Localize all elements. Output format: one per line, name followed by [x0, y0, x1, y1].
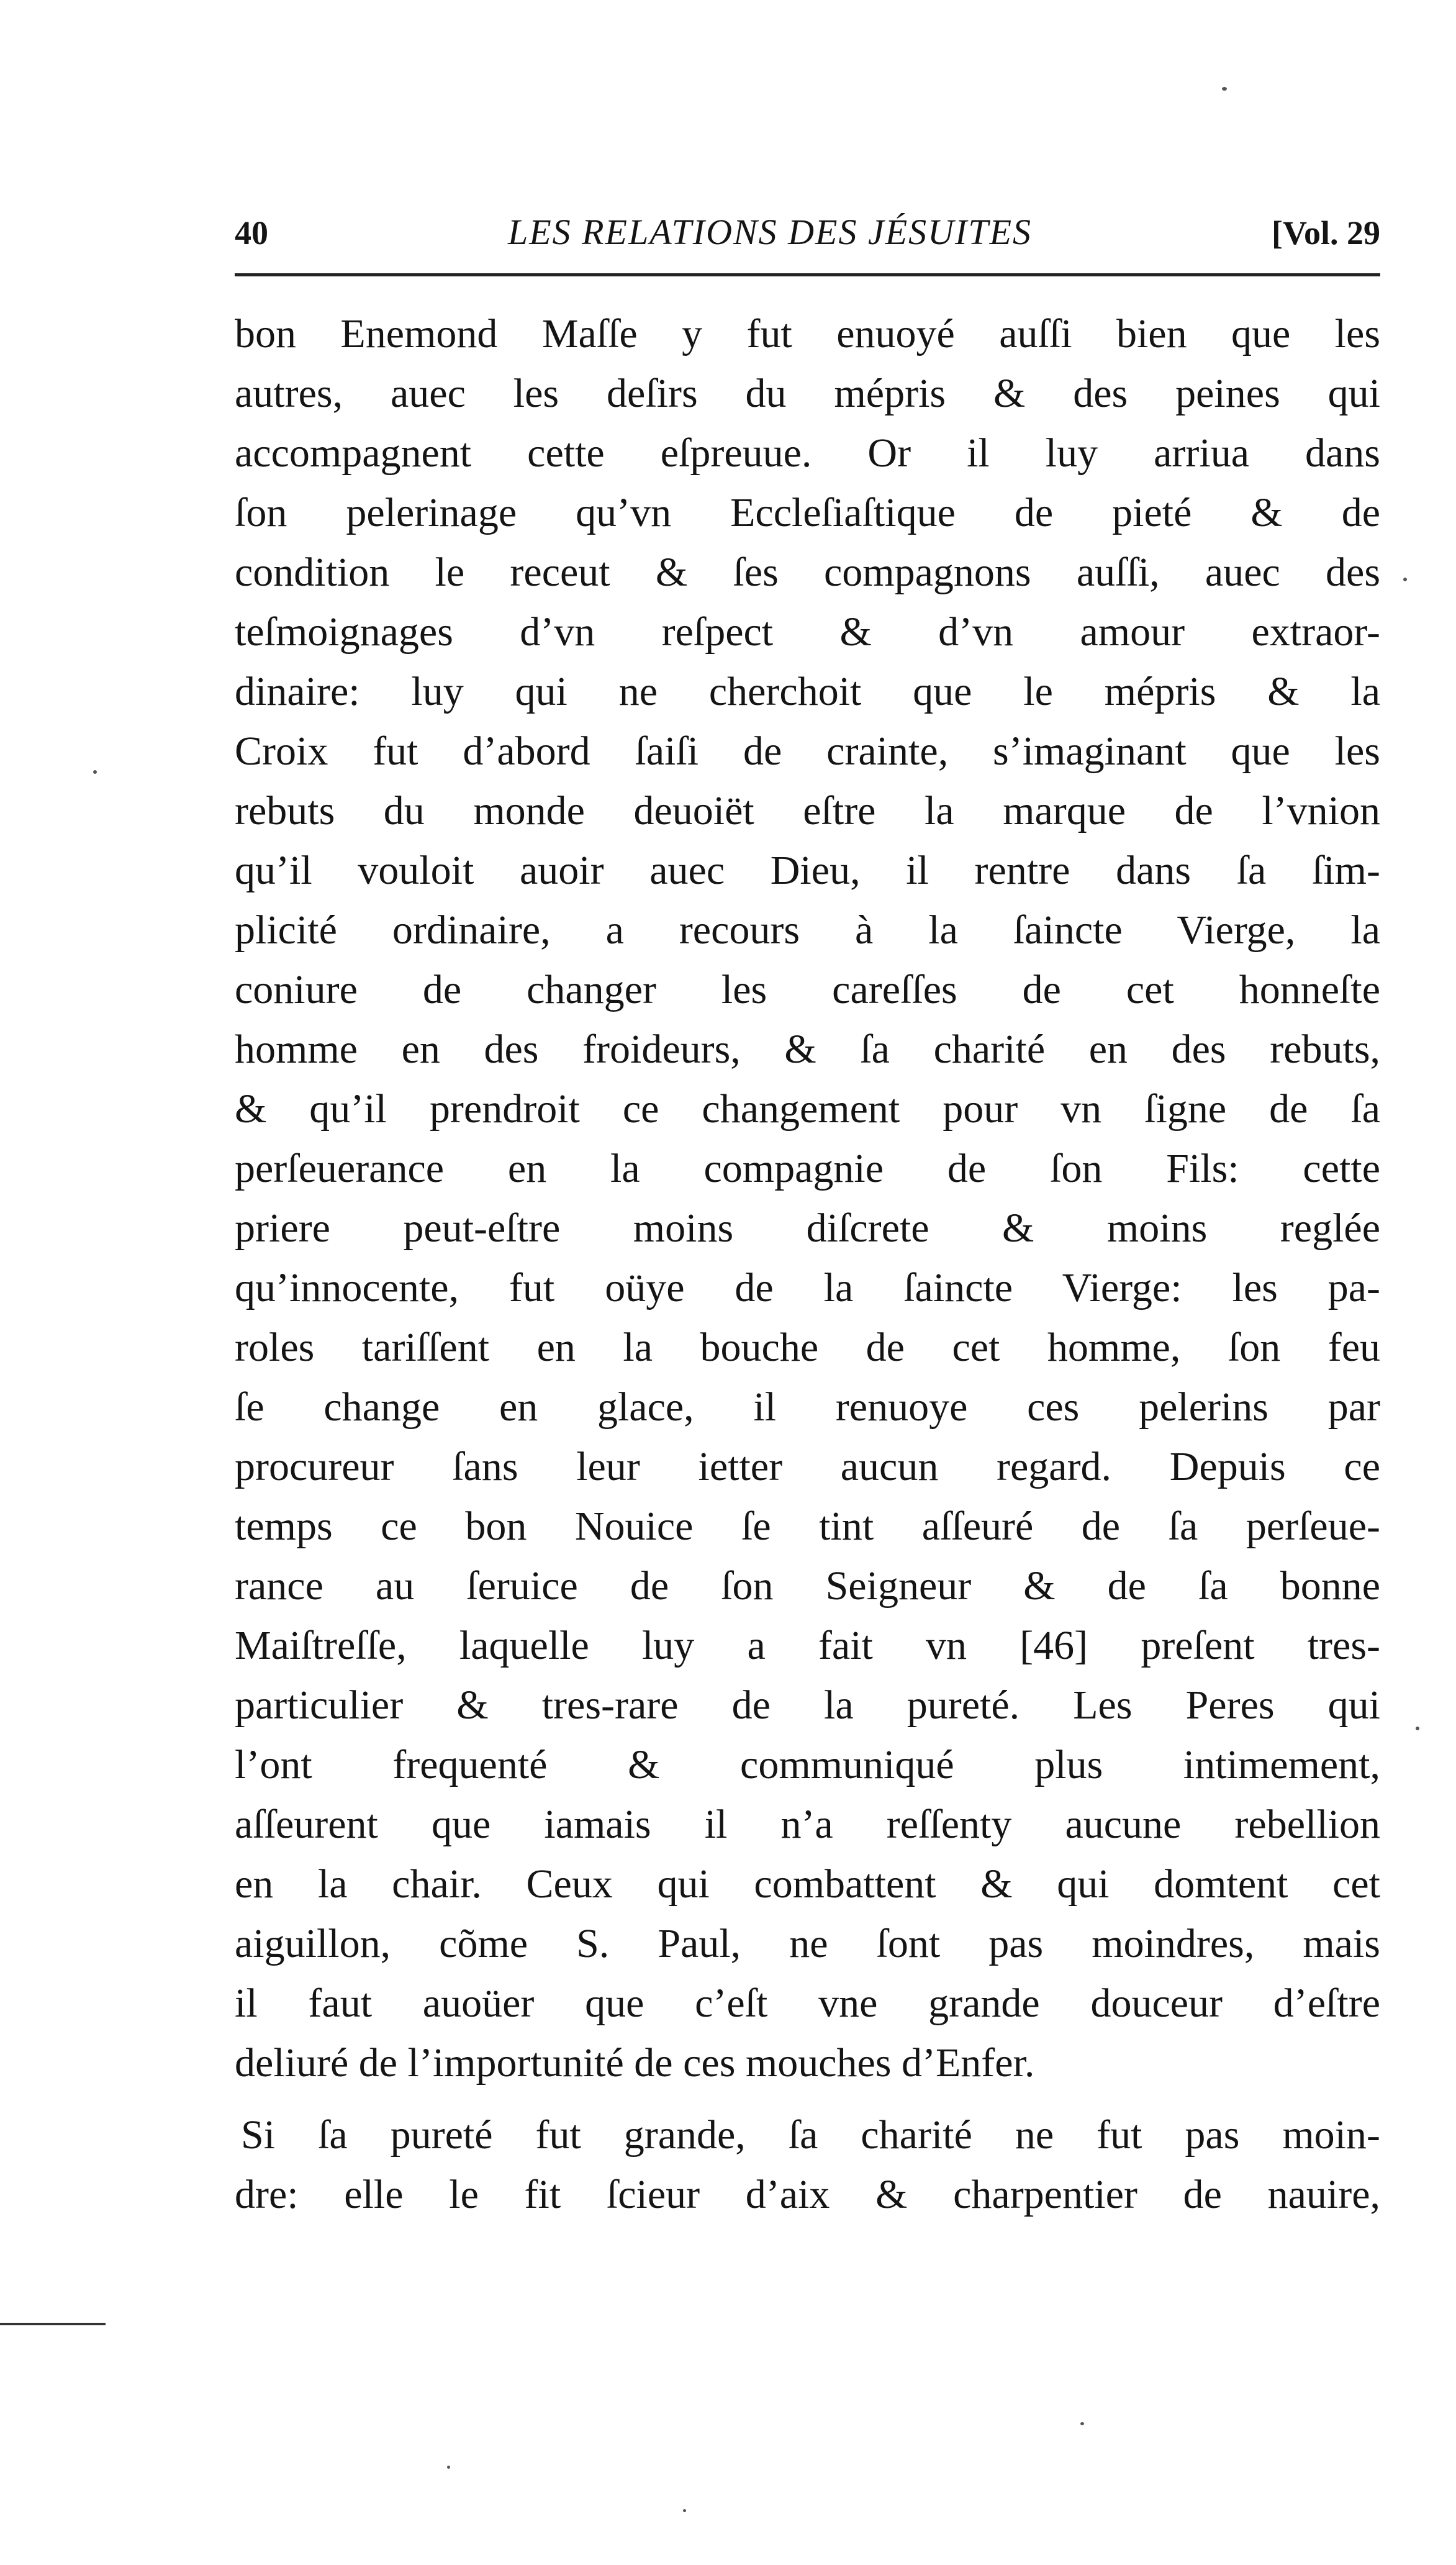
text-line: condition le receut & ſes compagnons auſſi, auec des — [235, 550, 1380, 595]
header-rule — [235, 273, 1380, 276]
text-line: ſon pelerinage qu’vn Eccleſiaſtique de pieté & de — [235, 490, 1380, 535]
text-line: rebuts du monde deuoiët eſtre la marque de l’vnion — [235, 788, 1380, 833]
text-line: procureur ſans leur ietter aucun regard. Depuis ce — [235, 1444, 1380, 1489]
text-line: homme en des froideurs, & ſa charité en des rebuts, — [235, 1027, 1380, 1072]
margin-mark — [0, 2323, 106, 2325]
volume-label: [Vol. 29 — [1271, 214, 1380, 252]
text-line: aiguillon, cõme S. Paul, ne ſont pas moindres, mais — [235, 1921, 1380, 1966]
text-line: ſe change en glace, il renuoye ces pelerins par — [235, 1384, 1380, 1430]
text-line: autres, auec les deſirs du mépris & des peines qui — [235, 371, 1380, 416]
text-line: teſmoignages d’vn reſpect & d’vn amour extraor- — [235, 609, 1380, 655]
text-line: en la chair. Ceux qui combattent & qui domtent cet — [235, 1861, 1380, 1907]
text-line: rance au ſeruice de ſon Seigneur & de ſa bonne — [235, 1563, 1380, 1609]
paragraph — [235, 304, 1380, 2093]
paragraph — [235, 2105, 1380, 2225]
body-text — [235, 304, 1380, 2225]
text-line: aſſeurent que iamais il n’a reſſenty aucune rebellion — [235, 1802, 1380, 1847]
text-line: priere peut-eſtre moins diſcrete & moins reglée — [235, 1205, 1380, 1251]
text-line: Maiſtreſſe, laquelle luy a fait vn [46] preſent tres- — [235, 1623, 1380, 1668]
text-line: il faut auoüer que c’eſt vne grande douceur d’eſtre — [235, 1981, 1380, 2026]
scan-speck — [1080, 2422, 1084, 2425]
running-title: LES RELATIONS DES JÉSUITES — [507, 212, 1033, 252]
text-line: dinaire: luy qui ne cherchoit que le mépris & la — [235, 669, 1380, 714]
text-line: deliuré de l’importunité de ces mouches d’Enfer. — [235, 2040, 1035, 2086]
text-line: particulier & tres-rare de la pureté. Les Peres qui — [235, 1682, 1380, 1728]
text-line: accompagnent cette eſpreuue. Or il luy arriua dans — [235, 430, 1380, 476]
text-line: bon Enemond Maſſe y fut enuoyé auſſi bien que les — [235, 311, 1380, 356]
text-line: Croix fut d’abord ſaiſi de crainte, s’imaginant que les — [235, 729, 1380, 774]
scan-speck — [447, 2466, 450, 2469]
running-header — [235, 211, 1380, 261]
text-line: perſeuerance en la compagnie de ſon Fils: cette — [235, 1146, 1380, 1191]
text-line: Si ſa pureté fut grande, ſa charité ne fut pas moin- — [241, 2112, 1380, 2158]
text-line: l’ont frequenté & communiqué plus intimement, — [235, 1742, 1380, 1787]
scan-speck — [1416, 1727, 1419, 1730]
page-number: 40 — [235, 214, 268, 252]
text-line: dre: elle le fit ſcieur d’aix & charpentier de nauire, — [235, 2172, 1380, 2217]
paragraph-gap — [235, 2093, 1380, 2105]
scan-speck — [683, 2509, 686, 2512]
scan-speck — [1403, 578, 1407, 581]
text-line: temps ce bon Nouice ſe tint aſſeuré de ſa perſeue- — [235, 1504, 1380, 1549]
scan-speck — [93, 770, 97, 774]
text-line: coniure de changer les careſſes de cet honneſte — [235, 967, 1380, 1012]
text-line: qu’innocente, fut oüye de la ſaincte Vierge: les pa- — [235, 1265, 1380, 1310]
text-line: & qu’il prendroit ce changement pour vn ſigne de ſa — [235, 1086, 1380, 1132]
text-line: qu’il vouloit auoir auec Dieu, il rentre dans ſa ſim- — [235, 848, 1380, 893]
scan-speck — [1222, 87, 1227, 91]
text-line: roles tariſſent en la bouche de cet homme, ſon feu — [235, 1325, 1380, 1370]
text-line: plicité ordinaire, a recours à la ſaincte Vierge, la — [235, 907, 1380, 953]
